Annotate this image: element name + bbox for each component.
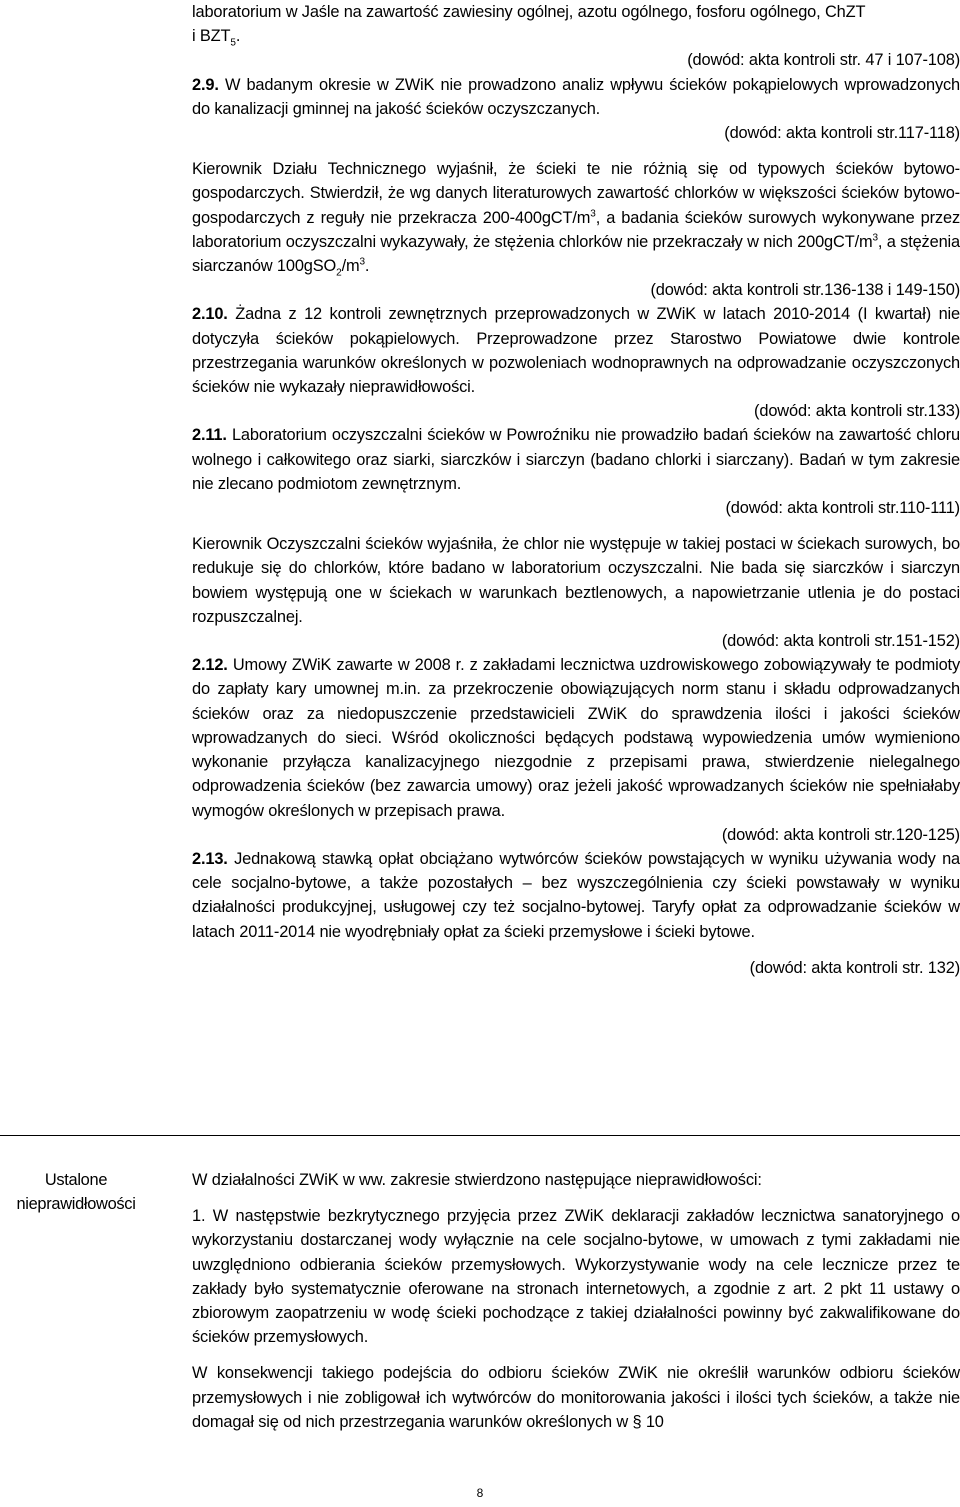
section-divider	[0, 1135, 960, 1136]
finding-1: 1. W następstwie bezkrytycznego przyjęcia przez ZWiK deklaracji zakładów lecznictwa sanatoryjnego o wykorzystaniu dostarczanej wody wyłącznie na cele socjalno-bytowe, w umowach z tymi zakładami nie uwzględniono odbierania ścieków przemysłowych. Wykorzystywanie wody na cele lecznicze przez te zakłady było systematycznie oferowane na stronach internetowych, a zgodnie z art. 2 pkt 11 ustawy o zbiorowym zaopatrzeniu w wodę ścieki pochodzące z takiej działalności powinny być zakwalifikowane do ścieków przemysłowych.	[192, 1207, 960, 1347]
main-content	[192, 0, 960, 980]
citation: (dowód: akta kontroli str.120-125)	[721, 825, 960, 844]
citation: (dowód: akta kontroli str. 132)	[749, 958, 960, 977]
citation: (dowód: akta kontroli str.110-111)	[725, 499, 960, 518]
citation: (dowód: akta kontroli str.133)	[754, 402, 960, 421]
section-2-11: 2.11. Laboratorium oczyszczalni ścieków w Powroźniku nie prowadziło badań ścieków na zawartość chloru wolnego i całkowitego oraz siarki, siarczków i siarczyn (badano chlorki i siarczany). Badań w tym zakresie nie zlecano podmiotom zewnętrznym.	[192, 426, 960, 493]
section-2-12: 2.12. Umowy ZWiK zawarte w 2008 r. z zakładami lecznictwa uzdrowiskowego zobowiązywały te podmioty do zapłaty kary umownej m.in. za przekroczenie obowiązujących norm stanu i składu odprowadzanych ścieków oraz za niedopuszczenie przedstawicieli ZWiK do sprawdzenia ilości i jakości ścieków wprowadzanych do sieci. Wśród okoliczności będących podstawą wypowiedzenia umów wymieniono wykonanie przyłącza kanalizacyjnego niezgodnie z przepisami prawa, stwierdzenie nielegalnego odprowadzenia ścieków (bez zawarcia umowy) oraz jeżeli jakość wprowadzanych ścieków nie spełniałaby wymogów określonych w przepisach prawa.	[192, 656, 960, 820]
citation: (dowód: akta kontroli str.117-118)	[724, 124, 960, 143]
section-number: 2.9.	[192, 75, 219, 94]
side-label-irregularities: Ustalone nieprawidłowości	[16, 1171, 136, 1214]
finding-1-consequence: W konsekwencji takiego podejścia do odbioru ścieków ZWiK nie określił warunków odbioru ścieków przemysłowych i nie zobligował ich wytwórców do monitorowania jakości i ilości tych ścieków, a także nie domagał się od nich przestrzegania warunków określonych w § 10	[192, 1364, 960, 1431]
section-2-9: 2.9. W badanym okresie w ZWiK nie prowadzono analiz wpływu ścieków pokąpielowych wprowadzonych do kanalizacji gminnej na jakość ścieków oczyszczanych.	[192, 75, 960, 118]
section-2-11-explanation: Kierownik Oczyszczalni ścieków wyjaśniła, że chlor nie występuje w takiej postaci w ściekach surowych, bo redukuje się do chlorków, które badano w laboratorium oczyszczalni. Nie bada się siarczków i siarczyn bowiem występują one w ściekach w warunkach beztlenowych, a napowietrzanie utlenia je do postaci rozpuszczalnej.	[192, 535, 960, 626]
page-number: 8	[476, 1486, 484, 1500]
citation: (dowód: akta kontroli str.151-152)	[721, 632, 960, 651]
citation: (dowód: akta kontroli str. 47 i 107-108)	[687, 51, 960, 70]
section-number: 2.13.	[192, 849, 228, 868]
findings-content	[192, 1168, 960, 1434]
section-2-9-explanation: Kierownik Działu Technicznego wyjaśnił, że ścieki te nie różnią się od typowych ścieków bytowo-gospodarczych. Stwierdził, że wg danych literaturowych zawartość chlorków w większości ścieków bytowo-gospodarczych z reguły nie przekracza $200-400gCT/m^3$, a badania ścieków surowych wykonywane przez laboratorium oczyszczalni wykazywały, że stężenia chlorków nie przekraczały w nich $200gCT/m^3$, a stężenia siarczanów $100gSO_2/m^3$.	[192, 160, 960, 279]
citation: (dowód: akta kontroli str.136-138 i 149-150)	[650, 281, 960, 300]
section-number: 2.10.	[192, 305, 228, 324]
section-number: 2.11.	[192, 426, 227, 445]
findings-intro: W działalności ZWiK w ww. zakresie stwierdzono następujące nieprawidłowości:	[192, 1171, 762, 1189]
section-2-10: 2.10. Żadna z 12 kontroli zewnętrznych przeprowadzonych w ZWiK w latach 2010-2014 (I kwartał) nie dotyczyła ścieków pokąpielowych. Przeprowadzone przez Starostwo Powiatowe dwie kontrole przestrzegania warunków określonych w pozwoleniach wodnoprawnych na odprowadzanie oczyszczonych ścieków nie wykazały nieprawidłowości.	[192, 305, 960, 397]
section-number: 2.12.	[192, 656, 228, 675]
section-2-13: 2.13. Jednakową stawką opłat obciążano wytwórców ścieków powstających w wyniku używania wody na cele socjalno-bytowe, a także pozostałych – bez wyszczególnienia czy ścieki powstawały w wyniku działalności produkcyjnej, usługowej czy też socjalno-bytowej. Taryfy opłat za odprowadzanie ścieków w latach 2011-2014 nie wyodrębniały opłat za ścieki przemysłowe i ścieki bytowe.	[192, 849, 960, 941]
top-line: laboratorium w Jaśle na zawartość zawiesiny ogólnej, azotu ogólnego, fosforu ogólnego, ChZT	[192, 3, 866, 21]
top-paragraph: laboratorium w Jaśle na zawartość zawiesiny ogólnej, azotu ogólnego, fosforu ogólnego, ChZT i $BZT_5$.	[192, 3, 866, 49]
